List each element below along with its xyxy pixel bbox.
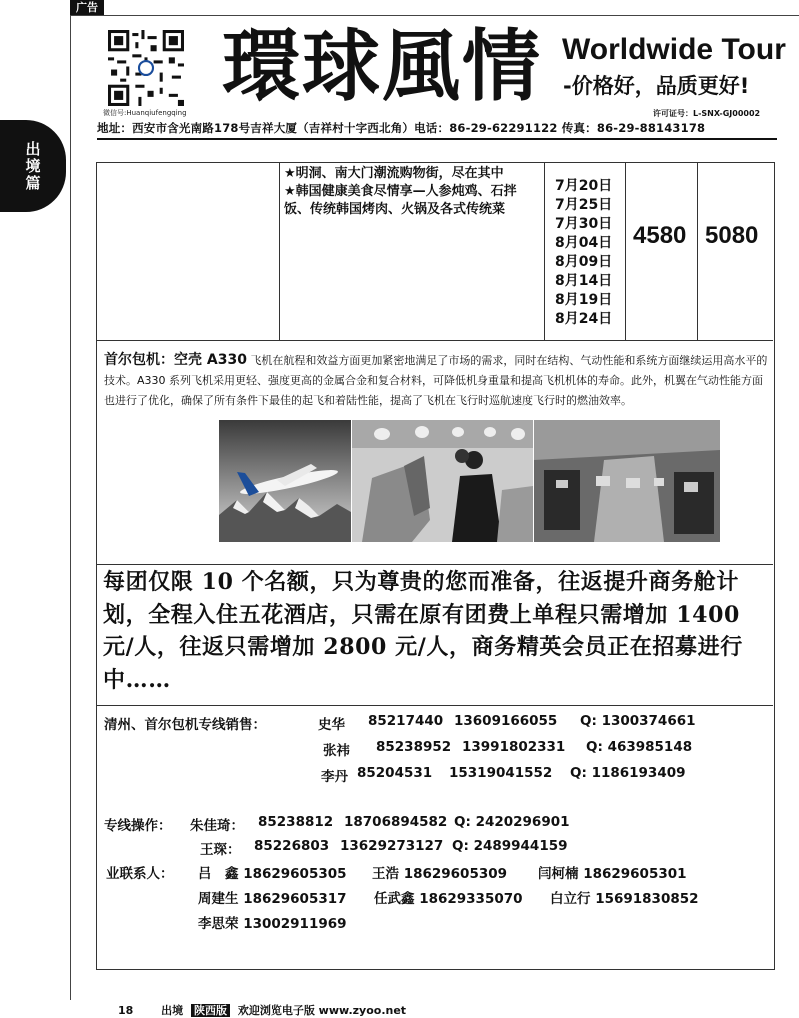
contact-name: 王琛：	[200, 842, 241, 858]
feature-item: ★韩国健康美食尽情享—人参炖鸡、石拌饭、传统韩国烤肉、火锅及各式传统菜	[284, 184, 517, 217]
biz-contact: 王浩 18629605309	[372, 866, 508, 882]
price-premium: 5080	[705, 222, 759, 249]
slogan: -价格好，品质更好!	[563, 74, 750, 98]
ad-label: 广告	[70, 0, 104, 15]
date-item: 8月24日	[555, 311, 613, 327]
aircraft-exterior-photo	[219, 420, 351, 542]
contact-name: 史华	[318, 717, 345, 733]
date-item: 7月30日	[555, 216, 613, 232]
contact-mobile: 13609166055	[454, 713, 558, 729]
date-item: 7月25日	[555, 197, 613, 213]
biz-contact: 周建生 18629605317	[198, 891, 347, 907]
divider	[96, 705, 773, 706]
table-column-line	[697, 162, 698, 340]
contact-qq: Q: 1300374661	[580, 713, 696, 729]
contact-mobile: 15319041552	[449, 765, 553, 781]
date-item: 8月04日	[555, 235, 613, 251]
biz-label: 业联系人：	[106, 866, 174, 882]
date-item: 8月14日	[555, 273, 613, 289]
price-standard: 4580	[633, 222, 687, 249]
divider	[96, 340, 773, 341]
contact-qq: Q: 2420296901	[454, 814, 570, 830]
qr-code-graphic	[108, 30, 184, 106]
contact-phone: 85217440	[368, 713, 444, 729]
license-number: 许可证号：L-SNX-GJ00002	[653, 109, 761, 118]
aircraft-title: 首尔包机：空壳 A330	[104, 352, 247, 368]
business-cabin-photo	[352, 420, 533, 542]
cabin-interior-photo	[534, 420, 720, 542]
contact-qq: Q: 463985148	[586, 739, 693, 755]
biz-contact: 李思荣 13002911969	[198, 916, 347, 932]
edition-tag: 陕西版	[191, 1004, 230, 1017]
ops-label: 专线操作：	[104, 818, 172, 834]
contact-name: 张祎	[323, 743, 350, 759]
footer-promo: 欢迎浏览电子版 www.zyoo.net	[237, 1004, 407, 1017]
biz-contact: 闫柯楠 18629605301	[538, 866, 687, 882]
date-item: 8月19日	[555, 292, 613, 308]
table-column-line	[544, 162, 545, 340]
section-tab-char: 境	[25, 156, 41, 175]
contact-qq: Q: 1186193409	[570, 765, 686, 781]
divider	[96, 564, 773, 565]
date-item: 7月20日	[555, 178, 613, 194]
wechat-id: 微信号:Huanqiufengqing	[103, 109, 187, 117]
contact-name: 朱佳琦：	[190, 818, 244, 834]
contact-name: 李丹	[321, 769, 348, 785]
biz-contact: 吕 鑫 18629605305	[198, 866, 347, 882]
contact-phone: 85226803	[254, 838, 330, 854]
biz-contact: 白立行 15691830852	[550, 891, 699, 907]
aircraft-description	[104, 350, 769, 411]
table-column-line	[625, 162, 626, 340]
contact-phone: 85204531	[357, 765, 433, 781]
section-tab-char: 出	[25, 139, 41, 158]
contact-qq: Q: 2489944159	[452, 838, 568, 854]
page-footer	[118, 1002, 406, 1018]
sales-label: 清州、首尔包机专线销售：	[104, 717, 266, 733]
contact-phone: 85238812	[258, 814, 334, 830]
departure-dates	[555, 177, 612, 329]
left-margin-rule	[70, 15, 71, 1000]
feature-item: ★明洞、南大门潮流购物街，尽在其中	[284, 166, 504, 181]
aircraft-text: 飞机在航程和效益方面更加紧密地满足了市场的需求，同时在结构、气动性能和系统方面继续运用高水平的技术。A330 系列飞机采用更轻、强度更高的金属合金和复合材料，可降低机身重量和提高飞机机体的寿命。此外，机翼在气动性能方面也进行了优化，确保了所有条件下最佳的起飞和着陆性能，提高了飞机在飞行时巡航速度飞行时的燃油效率。	[104, 354, 768, 407]
promo-text: 每团仅限 10 个名额，只为尊贵的您而准备，往返提升商务舱计划，全程入住五花酒店，只需在原有团费上单程只需增加 1400 元/人，往返只需增加 2800 元/人，商务精英会员正在招募进行中……	[103, 569, 743, 693]
brand-english: Worldwide Tour	[562, 33, 786, 66]
qr-code	[108, 30, 184, 106]
contact-mobile: 13991802331	[462, 739, 566, 755]
header-rule	[97, 138, 777, 140]
table-column-line	[279, 162, 280, 340]
section-tab-char: 篇	[25, 173, 41, 192]
date-item: 8月09日	[555, 254, 613, 270]
contact-mobile: 13629273127	[340, 838, 444, 854]
biz-contact: 任武鑫 18629335070	[374, 891, 523, 907]
address-line: 地址：西安市含光南路178号吉祥大厦（吉祥村十字西北角）电话：86-29-62291122 传真：86-29-88143178	[97, 121, 706, 135]
top-rule	[70, 15, 799, 16]
section-tab	[0, 120, 66, 212]
itinerary-features	[284, 165, 541, 219]
contact-phone: 85238952	[376, 739, 452, 755]
brand-title: 環球風情	[222, 21, 543, 112]
page-number: 18	[118, 1004, 134, 1017]
footer-section: 出境	[161, 1004, 184, 1017]
contact-mobile: 18706894582	[344, 814, 448, 830]
